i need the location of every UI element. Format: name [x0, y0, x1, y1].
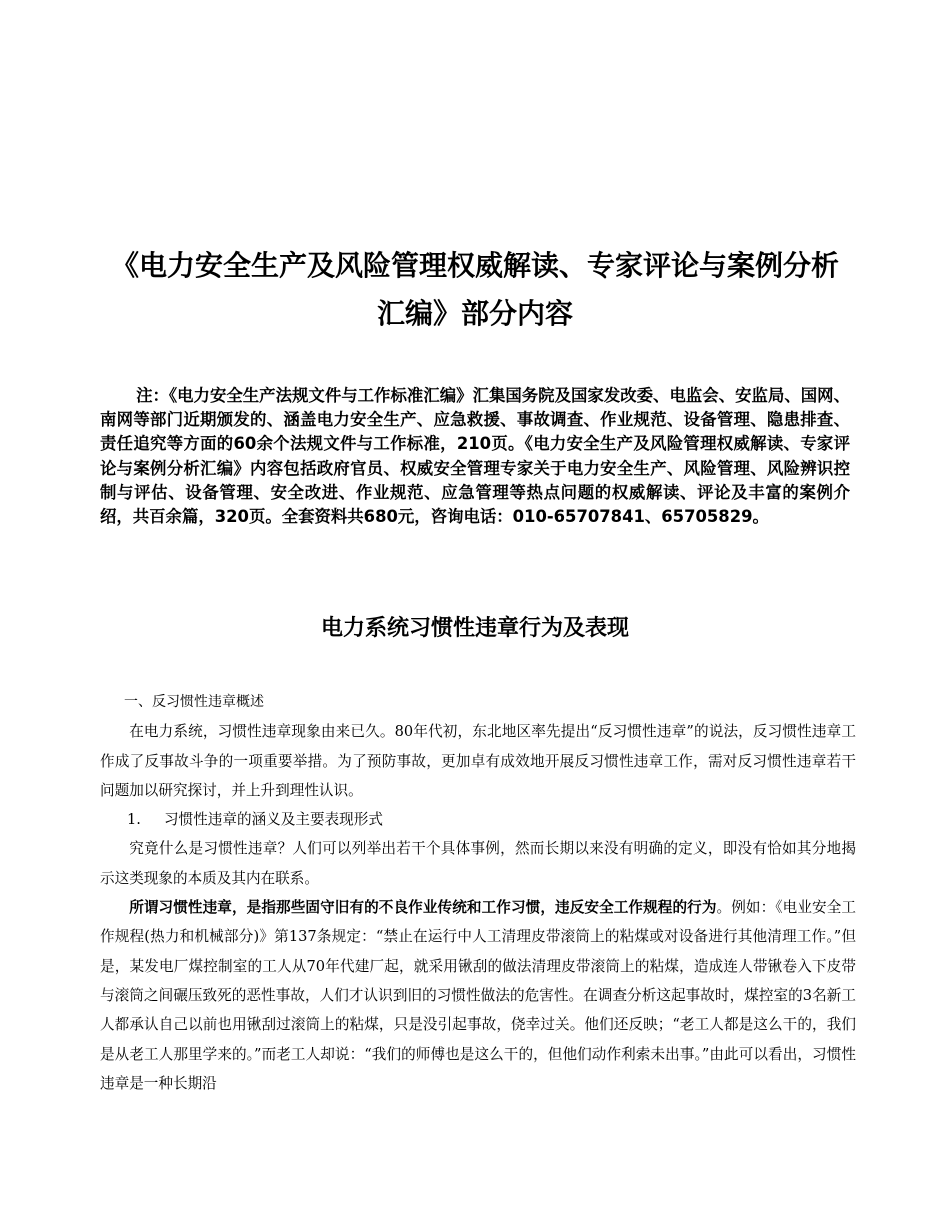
numbered-item — [100, 805, 856, 834]
item-text: 习惯性违章的涵义及主要表现形式 — [164, 811, 383, 829]
item-number: 1. — [127, 811, 141, 829]
article-body — [100, 688, 856, 1098]
paragraph-text: 。例如：《电业安全工作规程(热力和机械部分)》第137条规定：“禁止在运行中人工清理皮带滚筒上的粘煤或对设备进行其他清理工作。”但是，某发电厂煤控制室的工人从70年代建厂起，就采用锹刮的做法清理皮带滚筒上的粘煤，造成连人带锹卷入下皮带与滚筒之间碾压致死的恶性事故，人们才认识到旧的习惯性做法的危害性。在调查分析这起事故时，煤控室的3名新工人都承认自己以前也用锹刮过滚筒上的粘煤，只是没引起事故，侥幸过关。他们还反映；“老工人都是这么干的，我们是从老工人那里学来的。”而老工人却说：“我们的师傅也是这么干的，但他们动作利索未出事。”由此可以看出，习惯性违章是一种长期沿 — [100, 899, 856, 1092]
definition-bold-text: 所谓习惯性违章，是指那些固守旧有的不良作业传统和工作习惯，违反安全工作规程的行为 — [129, 899, 717, 917]
body-paragraph — [100, 893, 856, 1098]
note-paragraph: 注：《电力安全生产法规文件与工作标准汇编》汇集国务院及国家发改委、电监会、安监局、国网、南网等部门近期颁发的、涵盖电力安全生产、应急救援、事故调查、作业规范、设备管理、隐患排查、责任追究等方面的60余个法规文件与工作标准，210页。《电力安全生产及风险管理权威解读、专家评论与案例分析汇编》内容包括政府官员、权威安全管理专家关于电力安全生产、风险管理、风险辨识控制与评估、设备管理、安全改进、作业规范、应急管理等热点问题的权威解读、评论及丰富的案例介绍，共百余篇，320页。全套资料共680元，咨询电话：010-65707841、65705829。 — [100, 386, 850, 527]
body-paragraph: 究竟什么是习惯性违章？人们可以列举出若干个具体事例，然而长期以来没有明确的定义，即没有恰如其分地揭示这类现象的本质及其内在联系。 — [100, 840, 856, 887]
body-paragraph: 在电力系统，习惯性违章现象由来已久。80年代初，东北地区率先提出“反习惯性违章”的说法，反习惯性违章工作成了反事故斗争的一项重要举措。为了预防事故，更加卓有成效地开展反习惯性违章工作，需对反习惯性违章若干问题加以研究探讨，并上升到理性认识。 — [100, 723, 856, 799]
section-title: 电力系统习惯性违章行为及表现 — [320, 616, 629, 641]
subsection-heading: 一、反习惯性违章概述 — [124, 694, 264, 710]
document-title: 《电力安全生产及风险管理权威解读、专家评论与案例分析汇编》部分内容 — [110, 249, 839, 330]
